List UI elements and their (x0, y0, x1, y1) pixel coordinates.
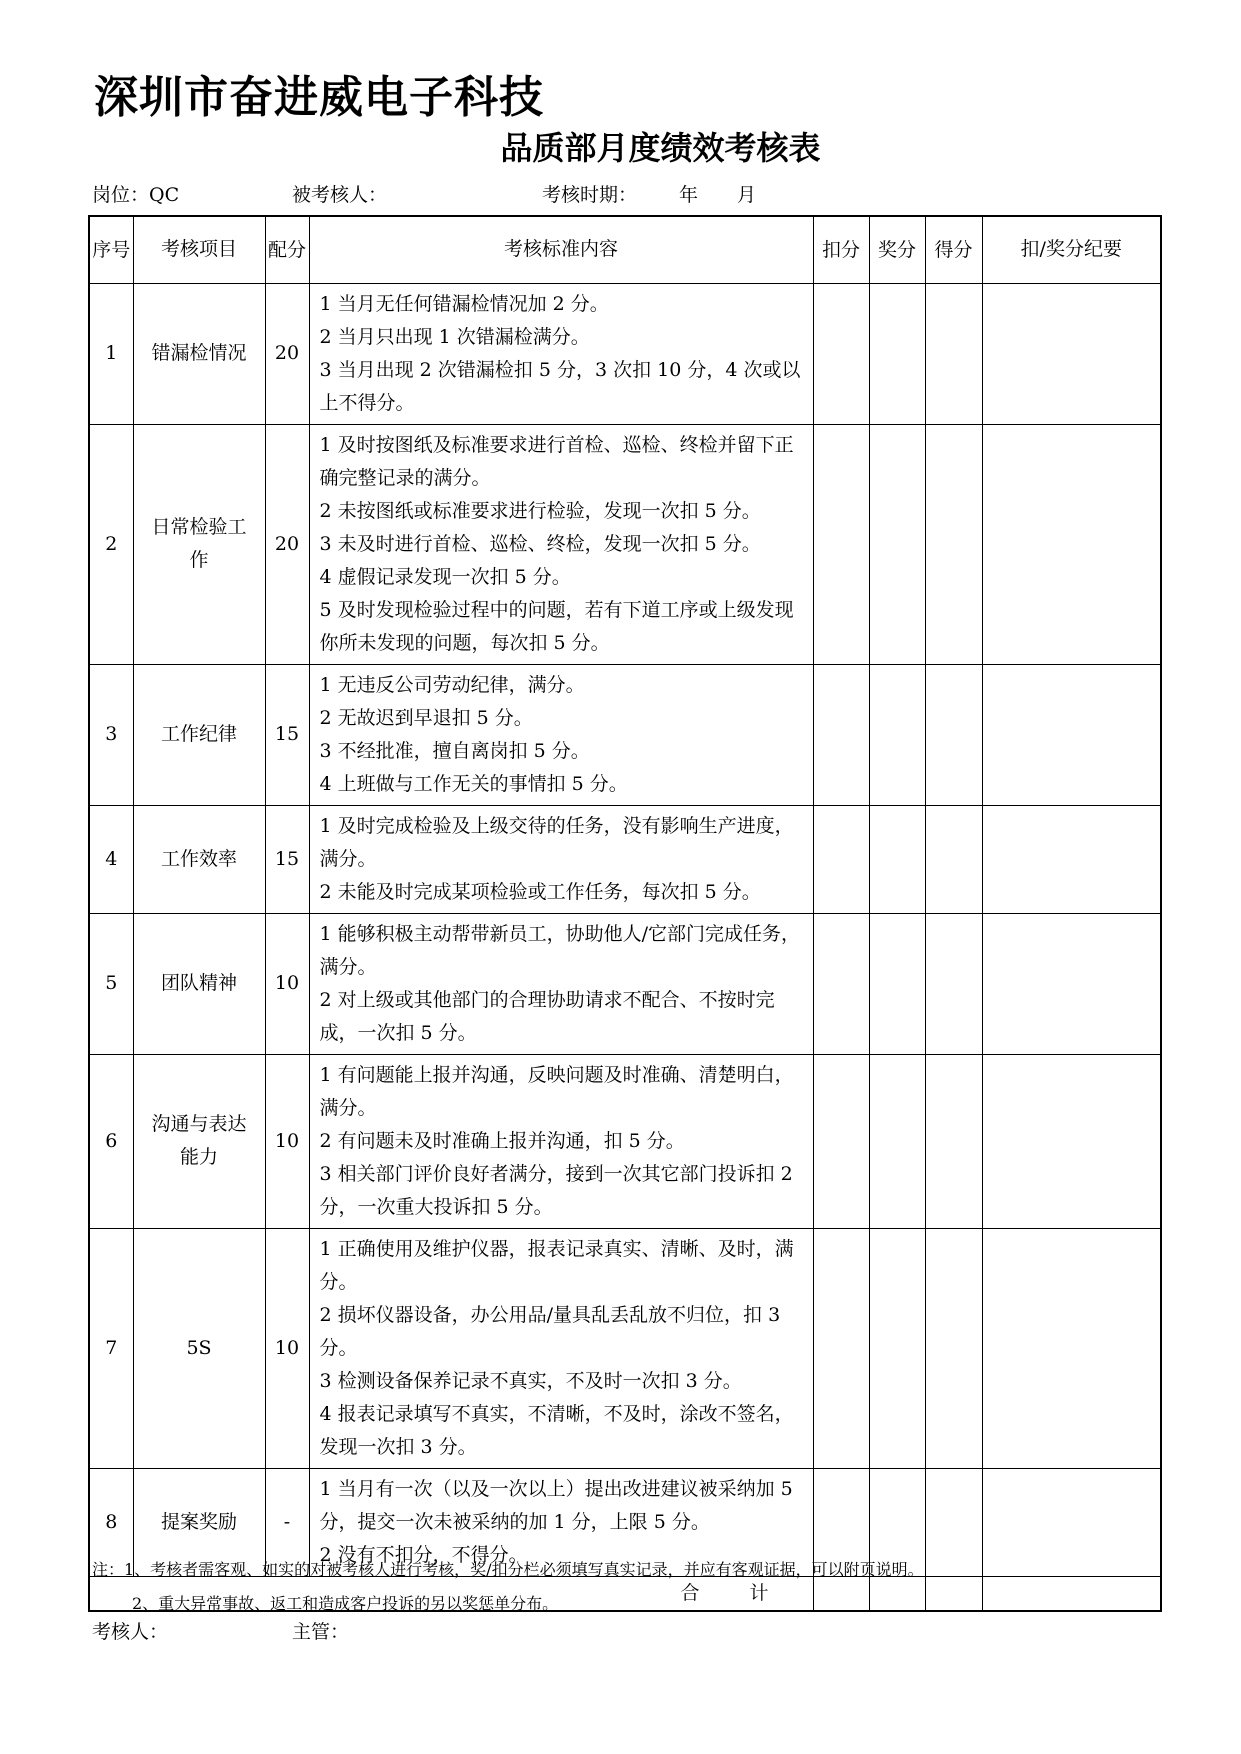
row-item: 沟通与表达能力 (133, 1054, 265, 1228)
header-item: 考核项目 (133, 216, 265, 283)
row-record-cell[interactable] (982, 805, 1161, 913)
month-label: 月 (737, 184, 757, 206)
table-row (89, 664, 1161, 805)
row-deduct-cell[interactable] (813, 424, 869, 664)
row-number: 4 (89, 805, 133, 913)
row-deduct-cell[interactable] (813, 913, 869, 1054)
criteria-line: 1 能够积极主动帮带新员工，协助他人/它部门完成任务，满分。 (319, 922, 801, 978)
row-item: 错漏检情况 (133, 283, 265, 424)
row-reward-cell[interactable] (869, 424, 925, 664)
row-deduct-cell[interactable] (813, 283, 869, 424)
row-criteria (309, 1054, 813, 1228)
row-score: 15 (265, 664, 309, 805)
row-number: 2 (89, 424, 133, 664)
row-number: 5 (89, 913, 133, 1054)
row-reward-cell[interactable] (869, 664, 925, 805)
criteria-line: 1 无违反公司劳动纪律，满分。 (319, 673, 585, 696)
criteria-line: 2 未能及时完成某项检验或工作任务，每次扣 5 分。 (319, 880, 761, 903)
year-label: 年 (679, 184, 699, 206)
assessment-table (88, 215, 1162, 1612)
criteria-line: 4 报表记录填写不真实，不清晰，不及时，涂改不签名，发现一次扣 3 分。 (319, 1402, 794, 1458)
row-score: 10 (265, 1054, 309, 1228)
criteria-line: 3 未及时进行首检、巡检、终检，发现一次扣 5 分。 (319, 532, 761, 555)
document-title: 品质部月度绩效考核表 (500, 129, 821, 167)
table-row (89, 1228, 1161, 1468)
criteria-line: 2 有问题未及时准确上报并沟通，扣 5 分。 (319, 1129, 685, 1152)
total-got-cell[interactable] (925, 1576, 982, 1611)
criteria-line: 1 当月无任何错漏检情况加 2 分。 (319, 292, 609, 315)
row-score: 20 (265, 283, 309, 424)
table-row (89, 424, 1161, 664)
criteria-line: 2 当月只出现 1 次错漏检满分。 (319, 325, 590, 348)
row-number: 7 (89, 1228, 133, 1468)
criteria-line: 2 无故迟到早退扣 5 分。 (319, 706, 533, 729)
total-record-cell[interactable] (982, 1576, 1161, 1611)
row-score: 15 (265, 805, 309, 913)
criteria-line: 4 上班做与工作无关的事情扣 5 分。 (319, 772, 628, 795)
row-number: 1 (89, 283, 133, 424)
row-deduct-cell[interactable] (813, 1054, 869, 1228)
note-1: 注：1、考核者需客观、如实的对被考核人进行考核，奖/扣分栏必须填写真实记录，并应有客观证据，可以附页说明。 (92, 1560, 924, 1579)
row-record-cell[interactable] (982, 664, 1161, 805)
note-2: 2、重大异常事故、返工和造成客户投诉的另以奖惩单分布。 (132, 1594, 559, 1613)
row-criteria (309, 1228, 813, 1468)
header-criteria: 考核标准内容 (309, 216, 813, 283)
assessee-label[interactable]: 被考核人： (292, 184, 388, 206)
row-record-cell[interactable] (982, 1468, 1161, 1576)
row-reward-cell[interactable] (869, 283, 925, 424)
row-got-cell[interactable] (925, 913, 982, 1054)
row-score: 20 (265, 424, 309, 664)
table-row (89, 913, 1161, 1054)
row-got-cell[interactable] (925, 1468, 982, 1576)
row-record-cell[interactable] (982, 424, 1161, 664)
header-record: 扣/奖分纪要 (982, 216, 1161, 283)
criteria-line: 5 及时发现检验过程中的问题，若有下道工序或上级发现你所未发现的问题，每次扣 5 分。 (319, 598, 794, 654)
row-got-cell[interactable] (925, 1228, 982, 1468)
row-item: 团队精神 (133, 913, 265, 1054)
row-score: - (265, 1468, 309, 1576)
row-reward-cell[interactable] (869, 1054, 925, 1228)
row-deduct-cell[interactable] (813, 664, 869, 805)
table-row (89, 805, 1161, 913)
row-got-cell[interactable] (925, 424, 982, 664)
criteria-line: 1 当月有一次（以及一次以上）提出改进建议被采纳加 5 分，提交一次未被采纳的加 1 分，上限 5 分。 (319, 1477, 793, 1533)
header-score: 配分 (265, 216, 309, 283)
criteria-line: 2 没有不扣分，不得分。 (319, 1543, 528, 1566)
header-seq: 序号 (89, 216, 133, 283)
row-item: 提案奖励 (133, 1468, 265, 1576)
supervisor-label[interactable]: 主管： (292, 1621, 350, 1643)
row-record-cell[interactable] (982, 1054, 1161, 1228)
row-reward-cell[interactable] (869, 913, 925, 1054)
criteria-line: 3 检测设备保养记录不真实，不及时一次扣 3 分。 (319, 1369, 742, 1392)
notes (92, 1553, 924, 1621)
criteria-line: 4 虚假记录发现一次扣 5 分。 (319, 565, 571, 588)
row-record-cell[interactable] (982, 913, 1161, 1054)
row-criteria (309, 664, 813, 805)
row-reward-cell[interactable] (869, 805, 925, 913)
row-reward-cell[interactable] (869, 1228, 925, 1468)
row-score: 10 (265, 913, 309, 1054)
criteria-line: 1 正确使用及维护仪器，报表记录真实、清晰、及时，满分。 (319, 1237, 794, 1293)
table-header-row (89, 216, 1161, 283)
assessor-label[interactable]: 考核人： (92, 1621, 169, 1643)
criteria-line: 2 对上级或其他部门的合理协助请求不配合、不按时完成，一次扣 5 分。 (319, 988, 775, 1044)
row-item: 工作纪律 (133, 664, 265, 805)
header-deduct: 扣分 (813, 216, 869, 283)
criteria-line: 2 损坏仪器设备，办公用品/量具乱丢乱放不归位，扣 3 分。 (319, 1303, 781, 1359)
row-criteria (309, 283, 813, 424)
criteria-line: 1 有问题能上报并沟通，反映问题及时准确、清楚明白，满分。 (319, 1063, 794, 1119)
row-criteria (309, 805, 813, 913)
row-got-cell[interactable] (925, 805, 982, 913)
row-item: 工作效率 (133, 805, 265, 913)
row-number: 8 (89, 1468, 133, 1576)
criteria-line: 1 及时完成检验及上级交待的任务，没有影响生产进度，满分。 (319, 814, 794, 870)
criteria-line: 2 未按图纸或标准要求进行检验，发现一次扣 5 分。 (319, 499, 761, 522)
table-row (89, 1054, 1161, 1228)
criteria-line: 3 不经批准，擅自离岗扣 5 分。 (319, 739, 590, 762)
row-deduct-cell[interactable] (813, 1228, 869, 1468)
row-record-cell[interactable] (982, 283, 1161, 424)
period-label[interactable]: 考核时期： (542, 184, 638, 206)
row-deduct-cell[interactable] (813, 805, 869, 913)
position-label: 岗位：QC (92, 184, 180, 206)
row-number: 6 (89, 1054, 133, 1228)
table-row (89, 283, 1161, 424)
row-number: 3 (89, 664, 133, 805)
criteria-line: 1 及时按图纸及标准要求进行首检、巡检、终检并留下正确完整记录的满分。 (319, 433, 794, 489)
row-item: 日常检验工作 (133, 424, 265, 664)
header-reward: 奖分 (869, 216, 925, 283)
row-score: 10 (265, 1228, 309, 1468)
row-criteria (309, 424, 813, 664)
row-record-cell[interactable] (982, 1228, 1161, 1468)
row-item: 5S (133, 1228, 265, 1468)
header-got: 得分 (925, 216, 982, 283)
row-criteria (309, 913, 813, 1054)
row-got-cell[interactable] (925, 664, 982, 805)
criteria-line: 3 当月出现 2 次错漏检扣 5 分，3 次扣 10 分，4 次或以上不得分。 (319, 358, 801, 414)
total-label: 合 计 (89, 1576, 813, 1611)
company-name: 深圳市奋进威电子科技 (94, 72, 544, 123)
row-got-cell[interactable] (925, 283, 982, 424)
criteria-line: 3 相关部门评价良好者满分，接到一次其它部门投诉扣 2 分，一次重大投诉扣 5 分。 (319, 1162, 793, 1218)
row-got-cell[interactable] (925, 1054, 982, 1228)
